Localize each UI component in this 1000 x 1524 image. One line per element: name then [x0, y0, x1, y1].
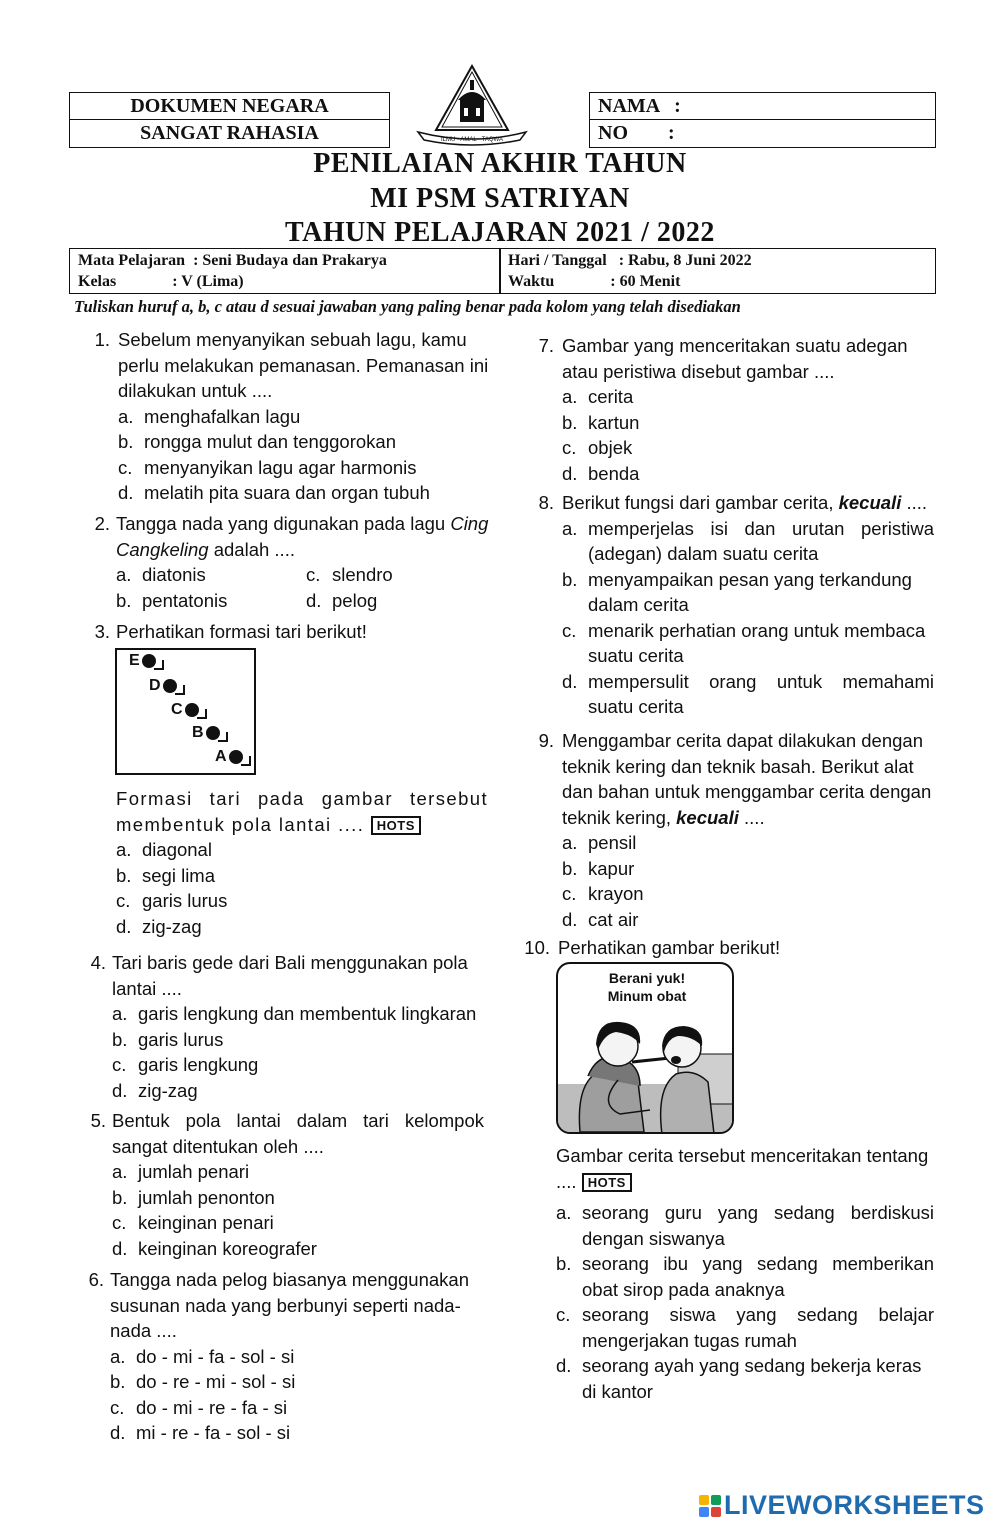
question-stem: Tangga nada yang digunakan pada lagu Cing Cangkeling adalah .... [116, 513, 489, 560]
option-d[interactable]: d. melatih pita suara dan organ tubuh [118, 482, 430, 503]
logo-motto: ILMU - AMAL - TAQWA [440, 137, 504, 143]
school-logo-icon [412, 62, 532, 148]
question-3-body [116, 786, 488, 939]
header-left-top [69, 92, 390, 120]
option-c[interactable]: c. krayon [562, 883, 644, 904]
question-number: 1. [94, 329, 110, 350]
academic-year: TAHUN PELAJARAN 2021 / 2022 [285, 217, 715, 248]
time-info: Waktu : 60 Menit [508, 273, 681, 290]
question-stem: Menggambar cerita dapat dilakukan dengan teknik kering dan teknik basah. Berikut alat dan bahan untuk menggambar cerita dengan teknik kering, kecuali .... [562, 730, 932, 828]
option-c[interactable]: c. garis lurus [116, 890, 228, 911]
question-stem-continued: Formasi tari pada gambar tersebut membentuk pola lantai .... HOTS [116, 788, 488, 835]
option-c[interactable]: c. menyanyikan lagu agar harmonis [118, 456, 417, 478]
option-c[interactable]: c. slendro [306, 564, 393, 585]
option-c[interactable]: c. garis lengkung [112, 1054, 259, 1075]
story-picture [556, 962, 734, 1134]
question-number: 6. [88, 1269, 104, 1290]
question-number: 5. [90, 1110, 106, 1131]
hots-badge: HOTS [371, 816, 421, 835]
header-left-bottom [69, 119, 390, 148]
question-number: 3. [94, 621, 110, 642]
question-4 [84, 950, 488, 1103]
option-b[interactable]: b. segi lima [116, 864, 215, 886]
hots-badge: HOTS [582, 1173, 632, 1192]
option-a[interactable]: a. diagonal [116, 839, 212, 860]
question-stem: Tari baris gede dari Bali menggunakan pola lantai .... [112, 952, 468, 999]
question-3 [88, 619, 490, 645]
dancer-d: D [149, 677, 185, 695]
option-c[interactable]: c. do - mi - re - fa - si [110, 1396, 288, 1418]
option-c[interactable]: c. menarik perhatian orang untuk membaca suatu cerita [562, 619, 926, 666]
option-c[interactable]: c. keinginan penari [112, 1212, 274, 1233]
class-info: Kelas : V (Lima) [78, 273, 244, 290]
question-9 [532, 728, 934, 932]
option-a[interactable]: a. pensil [562, 832, 637, 853]
option-b[interactable]: b. pentatonis [116, 589, 228, 611]
question-number: 8. [538, 492, 554, 513]
option-d[interactable]: d. mempersulit orang untuk memahami suatu cerita [562, 670, 934, 717]
question-number: 4. [90, 952, 106, 973]
question-8 [532, 490, 934, 720]
document-classification: DOKUMEN NEGARA [130, 94, 329, 117]
liveworksheets-watermark [698, 1490, 985, 1521]
exam-title: PENILAIAN AKHIR TAHUN [313, 148, 687, 179]
subject-info: Mata Pelajaran : Seni Budaya dan Prakarya [78, 252, 387, 269]
question-stem-continued: Gambar cerita tersebut menceritakan tentang .... HOTS [556, 1145, 929, 1192]
header-right-bottom [589, 119, 936, 148]
question-6 [82, 1267, 482, 1446]
option-b[interactable]: b. garis lurus [112, 1028, 224, 1050]
option-d[interactable]: d. pelog [306, 589, 378, 611]
option-a[interactable]: a. diatonis [116, 564, 206, 585]
option-c[interactable]: c. seorang siswa yang sedang belajar mengerjakan tugas rumah [556, 1304, 934, 1351]
option-a[interactable]: a. jumlah penari [112, 1161, 250, 1182]
question-stem: Bentuk pola lantai dalam tari kelompok sangat ditentukan oleh .... [112, 1110, 484, 1157]
option-b[interactable]: b. jumlah penonton [112, 1186, 275, 1208]
option-a[interactable]: a. menghafalkan lagu [118, 405, 301, 427]
watermark-text: LIVEWORKSHEETS [724, 1490, 985, 1520]
option-b[interactable]: b. rongga mulut dan tenggorokan [118, 431, 396, 452]
option-b[interactable]: b. do - re - mi - sol - si [110, 1371, 296, 1392]
question-stem: Perhatikan formasi tari berikut! [116, 621, 367, 642]
name-field-label: NAMA : [598, 94, 681, 117]
option-a[interactable]: a. memperjelas isi dan urutan peristiwa (adegan) dalam suatu cerita [562, 517, 934, 564]
option-d[interactable]: d. benda [562, 462, 640, 484]
dancer-c: C [171, 701, 207, 719]
option-d[interactable]: d. keinginan koreografer [112, 1237, 317, 1259]
option-a[interactable]: a. seorang guru yang sedang berdiskusi dengan siswanya [556, 1202, 934, 1249]
question-stem: Gambar yang menceritakan suatu adegan atau peristiwa disebut gambar .... [562, 335, 908, 382]
question-5 [84, 1108, 484, 1261]
school-name: MI PSM SATRIYAN [370, 183, 630, 214]
option-d[interactable]: d. zig-zag [112, 1079, 198, 1101]
option-b[interactable]: b. seorang ibu yang sedang memberikan obat sirop pada anaknya [556, 1253, 934, 1300]
picture-caption-line-2: Minum obat [607, 988, 687, 1004]
option-d[interactable]: d. seorang ayah yang sedang bekerja keras di kantor [556, 1355, 922, 1402]
option-d[interactable]: d. cat air [562, 908, 639, 930]
number-field-label: NO : [598, 122, 675, 144]
option-a[interactable]: a. garis lengkung dan membentuk lingkaran [112, 1003, 477, 1024]
option-b[interactable]: b. kapur [562, 857, 635, 879]
question-10-body [556, 1143, 934, 1404]
date-info: Hari / Tanggal : Rabu, 8 Juni 2022 [508, 252, 752, 269]
question-10 [520, 935, 934, 961]
instruction-text: Tuliskan huruf a, b, c atau d sesuai jawaban yang paling benar pada kolom yang telah disediakan [74, 297, 741, 316]
dancer-a: A [215, 748, 251, 766]
question-stem: Tangga nada pelog biasanya menggunakan susunan nada yang berbunyi seperti nada-nada .... [110, 1269, 469, 1341]
option-b[interactable]: b. kartun [562, 411, 640, 433]
liveworksheets-logo-icon [698, 1494, 722, 1518]
question-stem: Sebelum menyanyikan sebuah lagu, kamu perlu melakukan pemanasan. Pemanasan ini dilakukan untuk .... [118, 329, 489, 401]
question-2 [88, 511, 490, 613]
question-number: 10. [524, 937, 550, 958]
question-number: 9. [538, 730, 554, 751]
dancer-b: B [192, 724, 228, 742]
question-stem: Perhatikan gambar berikut! [558, 937, 781, 958]
question-number: 2. [94, 513, 110, 534]
option-b[interactable]: b. menyampaikan pesan yang terkandung dalam cerita [562, 568, 912, 615]
question-7 [532, 333, 934, 486]
question-number: 7. [538, 335, 554, 356]
option-d[interactable]: d. mi - re - fa - sol - si [110, 1422, 291, 1443]
picture-caption-line-1: Berani yuk! [608, 970, 686, 986]
option-a[interactable]: a. cerita [562, 386, 634, 407]
header-right-top [589, 92, 936, 120]
secrecy-label: SANGAT RAHASIA [140, 122, 319, 144]
dancer-e: E [129, 652, 164, 670]
question-1 [88, 327, 490, 506]
option-c[interactable]: c. objek [562, 437, 633, 458]
question-stem: Berikut fungsi dari gambar cerita, kecuali .... [562, 492, 928, 513]
option-d[interactable]: d. zig-zag [116, 915, 202, 937]
exam-info-divider [499, 248, 501, 294]
option-a[interactable]: a. do - mi - fa - sol - si [110, 1345, 295, 1367]
